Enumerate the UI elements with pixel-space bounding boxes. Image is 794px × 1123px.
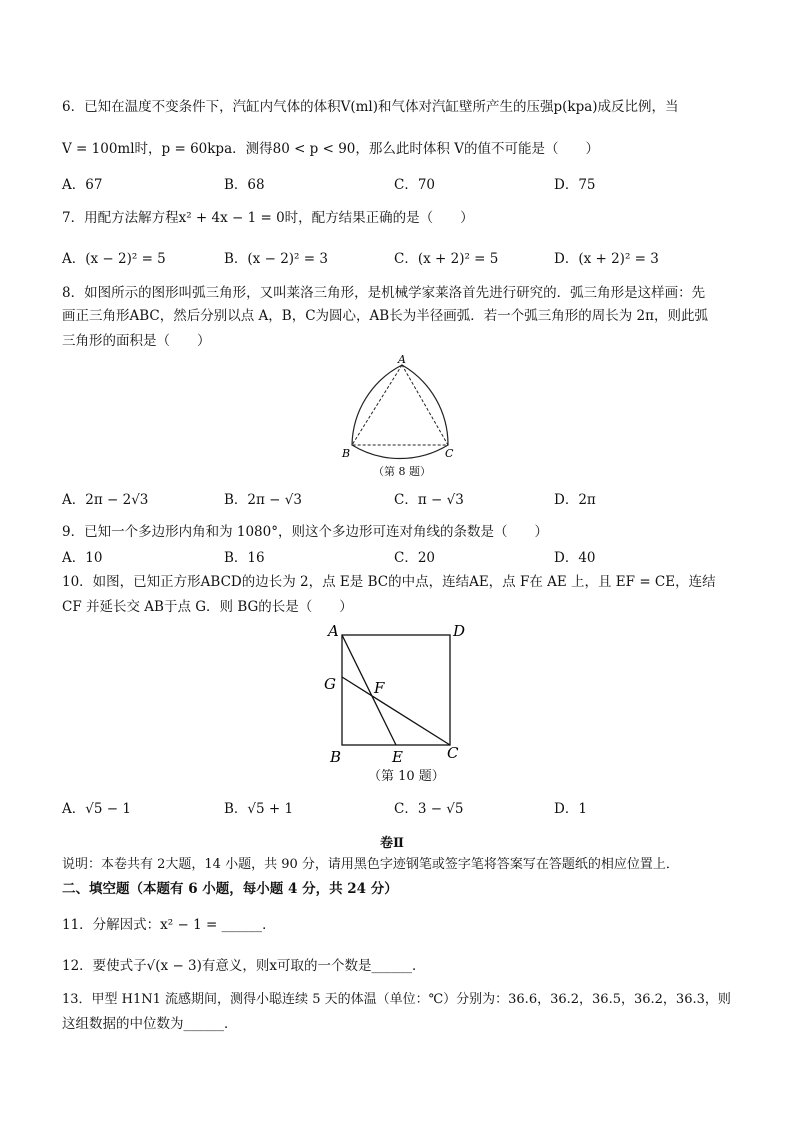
q10-option-c[interactable]: C．3 − √5 (394, 801, 464, 817)
q7-option-c[interactable]: C．(x + 2)² = 5 (394, 251, 499, 267)
dashed-triangle (352, 365, 448, 445)
q8-line1: 8．如图所示的图形叫弧三角形，又叫莱洛三角形，是机械学家莱洛首先进行研究的．弧三角形是这样画：先 (62, 285, 706, 301)
square-figure (322, 620, 472, 770)
point-label-a: A (398, 353, 406, 366)
point-label-b: B (330, 748, 342, 766)
point-label-g: G (324, 675, 336, 693)
square-abcd (342, 635, 450, 745)
q6-line1: 6．已知在温度不变条件下，汽缸内气体的体积V(ml)和气体对汽缸壁所产生的压强p(kpa)成反比例，当 (62, 99, 679, 115)
part2-note: 说明：本卷共有 2大题，14 小题，共 90 分，请用黑色字迹钢笔或签字笔将答案写在答题纸的相应位置上． (62, 857, 679, 872)
point-label-b: B (342, 447, 351, 460)
q7-line1: 7．用配方法解方程x² + 4x − 1 = 0时，配方结果正确的是（ ） (62, 210, 474, 226)
q7-option-a[interactable]: A．(x − 2)² = 5 (62, 251, 166, 267)
q12-line1: 12．要使式子√(x − 3)有意义，则x可取的一个数是______． (62, 958, 426, 974)
reuleaux-arcs (352, 365, 448, 459)
point-label-c: C (447, 744, 459, 762)
point-label-d: D (453, 622, 466, 640)
q10-option-d[interactable]: D．1 (554, 801, 587, 817)
q9-option-b[interactable]: B．16 (224, 550, 265, 566)
q7-option-b[interactable]: B．(x − 2)² = 3 (224, 251, 328, 267)
q11-line1: 11．分解因式：x² − 1 = ______． (62, 917, 276, 933)
q8-option-a[interactable]: A．2π − 2√3 (62, 492, 149, 508)
reuleaux-triangle-figure (335, 350, 465, 480)
segment-gc (342, 677, 450, 745)
point-label-a: A (328, 622, 339, 640)
q8-line3: 三角形的面积是（ ） (62, 333, 211, 349)
point-label-e: E (392, 748, 403, 766)
q6-option-a[interactable]: A．67 (62, 177, 103, 193)
q8-option-c[interactable]: C．π − √3 (394, 492, 464, 508)
q6-option-d[interactable]: D．75 (554, 177, 596, 193)
figure-8-caption: （第 8 题） (373, 465, 431, 478)
q10-line2: CF 并延长交 AB于点 G．则 BG的长是（ ） (62, 599, 353, 615)
q8-option-d[interactable]: D．2π (554, 492, 596, 508)
point-label-f: F (374, 679, 385, 697)
point-label-c: C (445, 447, 454, 460)
q6-option-c[interactable]: C．70 (394, 177, 436, 193)
q13-line2: 这组数据的中位数为______． (62, 1016, 238, 1032)
q7-option-d[interactable]: D．(x + 2)² = 3 (554, 251, 659, 267)
segment-ae (342, 635, 396, 745)
q9-option-c[interactable]: C．20 (394, 550, 436, 566)
q9-line1: 9．已知一个多边形内角和为 1080°，则这个多边形可连对角线的条数是（ ） (62, 524, 548, 540)
q8-option-b[interactable]: B．2π − √3 (224, 492, 302, 508)
q9-option-a[interactable]: A．10 (62, 550, 103, 566)
q10-option-b[interactable]: B．√5 + 1 (224, 801, 294, 817)
q10-option-a[interactable]: A．√5 − 1 (62, 801, 131, 817)
section-heading: 二、填空题（本题有 6 小题，每小题 4 分，共 24 分） (62, 881, 398, 897)
q9-option-d[interactable]: D．40 (554, 550, 596, 566)
q8-line2: 画正三角形ABC，然后分别以点 A，B，C为圆心，AB长为半径画弧．若一个弧三角形的周长为 2π，则此弧 (62, 308, 708, 324)
q13-line1: 13．甲型 H1N1 流感期间，测得小聪连续 5 天的体温（单位：℃）分别为：36.6，36.2，36.5，36.2，36.3，则 (62, 992, 731, 1007)
q6-option-b[interactable]: B．68 (224, 177, 265, 193)
figure-10-caption: （第 10 题） (368, 769, 445, 784)
part2-title: 卷Ⅱ (380, 836, 404, 851)
q10-line1: 10．如图，已知正方形ABCD的边长为 2，点 E是 BC的中点，连结AE，点 F在 AE 上，且 EF = CE，连结 (62, 574, 716, 590)
q6-line2: V = 100ml时，p = 60kpa．测得80 < p < 90，那么此时体积 V的值不可能是（ ） (62, 141, 599, 157)
